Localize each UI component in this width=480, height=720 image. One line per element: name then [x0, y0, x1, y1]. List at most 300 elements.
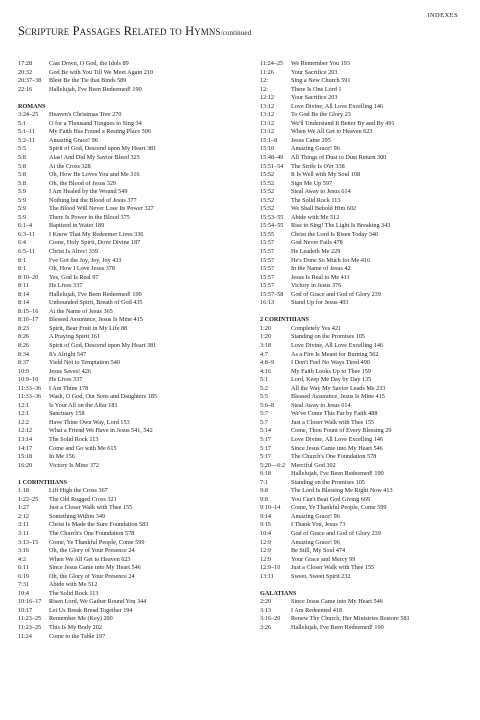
index-entry: [260, 274, 460, 283]
index-entry: [18, 86, 218, 95]
hymn-title-number: Jesus Came 295: [291, 136, 331, 144]
scripture-reference: 15:57: [260, 239, 275, 247]
hymn-title-number: Your Sacrifice 203: [291, 94, 338, 102]
scripture-reference: 3:16–20: [260, 615, 281, 623]
hymn-title-number: Abide with Me 512: [291, 213, 340, 221]
hymn-title-number: Christ the Lord Is Risen Today 340: [291, 230, 379, 238]
index-entry: [18, 77, 218, 86]
index-entry: [260, 69, 460, 78]
index-entry: [18, 445, 218, 454]
index-entry: [18, 521, 218, 530]
index-entry: [260, 504, 460, 513]
scripture-reference: 15:52: [260, 188, 275, 196]
hymn-title-number: Blessed Assurance, Jesus Is Mine 415: [291, 393, 385, 401]
hymn-title-number: All Things of Dust to Dust Return 300: [291, 154, 387, 162]
scripture-reference: 9:8: [260, 487, 268, 495]
hymn-title-number: Jesus Saves! 426: [49, 367, 91, 375]
hymn-title-number: Standing on the Promises 105: [291, 478, 365, 486]
scripture-reference: 13:14: [18, 436, 33, 444]
scripture-reference: 8:14: [18, 299, 30, 307]
hymn-title-number: My Faith Looks Up to Thee 159: [291, 367, 371, 375]
hymn-title-number: Come, Thou Fount of Every Blessing 29: [291, 427, 392, 435]
index-entry: [260, 282, 460, 291]
index-entry: [260, 615, 460, 624]
index-entry: [260, 479, 460, 488]
scripture-reference: 3:13: [260, 606, 272, 614]
hymn-title-number: The Strife Is O'er 338: [291, 162, 345, 170]
scripture-reference: 3:26: [260, 624, 272, 631]
index-entry: [18, 376, 218, 385]
hymn-title-number: Wash, O God, Our Sons and Daughters 185: [49, 393, 157, 401]
hymn-title-number: All the Way My Savior Leads Me 233: [291, 384, 386, 392]
hymn-title-number: Since Jesus Came into My Heart 546: [291, 444, 383, 452]
hymn-title-number: I Am Thine 178: [49, 384, 89, 392]
index-entry: [260, 171, 460, 180]
index-entry: [18, 530, 218, 539]
scripture-reference: 15:57: [260, 273, 275, 281]
index-entry: [260, 453, 460, 462]
hymn-title-number: Love Divine, All Love Excelling 146: [291, 436, 384, 444]
scripture-reference: 5:17: [260, 453, 272, 461]
hymn-title-number: We Remember You 193: [291, 60, 350, 67]
book-heading: ROMANS: [18, 102, 46, 110]
hymn-title-number: When We All Get to Heaven 623: [291, 128, 373, 136]
scripture-reference: 5:1: [18, 119, 26, 127]
hymn-title-number: Standing on the Promises 105: [291, 333, 365, 341]
index-entry: [18, 205, 218, 214]
hymn-title-number: Nothing but the Blood of Jesus 377: [49, 196, 137, 204]
scripture-reference: 15:52: [260, 171, 275, 179]
index-entry: [260, 521, 460, 530]
index-entry: [260, 496, 460, 505]
hymn-title-number: Abide with Me 512: [49, 581, 98, 589]
hymn-title-number: The Blood Will Never Lose Its Power 327: [49, 205, 154, 213]
scripture-reference: 5:8: [18, 153, 26, 161]
index-entry: [18, 598, 218, 607]
hymn-title-number: Spirit of God, Descend upon My Heart 381: [49, 342, 157, 349]
scripture-reference: 5:9: [18, 205, 26, 213]
scripture-reference: 15:1–8: [260, 136, 278, 144]
scripture-reference: 8:11: [18, 282, 29, 290]
index-entry: [18, 581, 218, 590]
scripture-reference: 8:1: [18, 256, 26, 264]
scripture-reference: 6:3–11: [18, 230, 35, 238]
hymn-title-number: Blest Be the Tie that Binds 589: [49, 77, 127, 85]
index-entry: [260, 436, 460, 445]
index-entry: [260, 624, 460, 633]
index-entry: [260, 77, 460, 86]
scripture-reference: 8:26: [18, 333, 30, 341]
index-entry: [260, 607, 460, 616]
index-entry: [18, 248, 218, 257]
scripture-reference: 9:10–14: [260, 504, 281, 512]
scripture-reference: 12:9: [260, 538, 272, 546]
scripture-reference: 5:9: [18, 213, 26, 221]
hymn-title-number: Christ Is Made the Sure Foundation 583: [49, 521, 149, 529]
hymn-title-number: Alas! And Did My Savior Bleed 325: [49, 153, 140, 161]
hymn-title-number: The Solid Rock 113: [49, 589, 99, 597]
scripture-reference: 12:1: [18, 401, 30, 409]
index-entry: [260, 120, 460, 129]
index-entry: [18, 547, 218, 556]
scripture-reference: 15:54–55: [260, 222, 284, 230]
scripture-reference: 5:14: [260, 427, 272, 435]
index-entry: [18, 231, 218, 240]
hymn-title-number: Steal Away to Jesus 614: [291, 401, 351, 409]
scripture-reference: 10:4: [18, 589, 30, 597]
scripture-reference: 15:57: [260, 282, 275, 290]
hymn-title-number: Your Grace and Mercy 99: [291, 555, 356, 563]
hymn-title-number: He's Done So Much for Me 416: [291, 256, 371, 264]
index-entry: [18, 342, 218, 351]
hymn-title-number: Just a Closer Walk with Thee 155: [49, 504, 133, 512]
index-entry: [18, 624, 218, 633]
index-entry: [260, 393, 460, 402]
scripture-reference: 9:8: [260, 495, 268, 503]
scripture-reference: 12:9: [260, 547, 272, 555]
scripture-reference: 5:2–11: [18, 136, 35, 144]
hymn-title-number: My Faith Has Found a Resting Place 506: [49, 128, 151, 136]
index-entry: [260, 385, 460, 394]
hymn-title-number: Sweet, Sweet Spirit 232: [291, 572, 351, 580]
page-title-suffix: /continued: [220, 29, 252, 37]
hymn-title-number: The Old Rugged Cross 321: [49, 495, 117, 503]
index-entry: [260, 197, 460, 206]
index-entry: [18, 60, 218, 69]
index-entry: [260, 427, 460, 436]
scripture-reference: 15:10: [260, 145, 275, 153]
hymn-title-number: Merciful God 302: [291, 461, 336, 469]
index-entry: [18, 69, 218, 78]
scripture-reference: 7:1: [260, 478, 268, 486]
index-entry: [18, 188, 218, 197]
index-entry: [18, 393, 218, 402]
scripture-reference: 5:9: [18, 196, 26, 204]
scripture-reference: 5:5: [18, 145, 26, 153]
scripture-reference: 20:37–38: [18, 77, 42, 85]
scripture-reference: 12:12: [260, 94, 275, 102]
hymn-title-number: This Is My Body 202: [49, 624, 102, 631]
index-entry: [18, 265, 218, 274]
hymn-title-number: A Praying Spirit 161: [49, 333, 101, 341]
scripture-reference: 14:17: [18, 444, 33, 452]
book-heading: 1 CORINTHIANS: [18, 478, 67, 486]
hymn-title-number: Victory in Jesus 376: [291, 282, 342, 290]
hymn-title-number: At the Cross 328: [49, 162, 91, 170]
hymn-title-number: I Don't Feel No Ways Tired 490: [291, 359, 370, 367]
index-entry: [18, 556, 218, 565]
hymn-title-number: Jesus Is Real to Me 411: [291, 273, 350, 281]
index-entry: [260, 564, 460, 573]
scripture-reference: 15:57: [260, 248, 275, 256]
hymn-title-number: Spirit of God, Descend upon My Heart 381: [49, 145, 157, 153]
index-entry: [18, 120, 218, 129]
scripture-reference: 13:12: [260, 102, 275, 110]
hymn-title-number: Unbounded Spirit, Breath of God 435: [49, 299, 143, 307]
hymn-title-number: Love Divine, All Love Excelling 146: [291, 342, 384, 349]
index-entry: [18, 633, 218, 642]
hymn-title-number: Amazing Grace! 96: [291, 512, 340, 520]
scripture-reference: 11:23–25: [18, 624, 42, 631]
index-entry: [18, 427, 218, 436]
hymn-title-number: The Solid Rock 113: [49, 436, 99, 444]
index-entry: [18, 615, 218, 624]
index-entry: [260, 60, 460, 69]
hymn-title-number: Yes, God Is Real 97: [49, 273, 99, 281]
index-entry: [260, 257, 460, 266]
index-entry: [260, 154, 460, 163]
index-entry: [260, 103, 460, 112]
scripture-reference: 6:5–11: [18, 247, 35, 255]
scripture-reference: 5:1–11: [18, 128, 35, 136]
hymn-title-number: It Is Well with My Soul 108: [291, 171, 361, 179]
index-entry: [260, 299, 460, 308]
scripture-reference: 4:16: [260, 367, 272, 375]
scripture-reference: 3:16: [18, 547, 30, 555]
book-heading: 2 CORINTHIANS: [260, 316, 309, 324]
scripture-reference: 1:22–25: [18, 495, 39, 503]
index-entry: [18, 222, 218, 231]
hymn-title-number: Amazing Grace! 96: [291, 145, 340, 153]
hymn-title-number: Sing a New Church 591: [291, 77, 351, 85]
scripture-reference: 15:52: [260, 196, 275, 204]
hymn-title-number: God of Grace and God of Glory 239: [291, 530, 381, 538]
scripture-reference: 15:57–58: [260, 290, 284, 298]
hymn-title-number: Oh, How He Loves You and Me 316: [49, 171, 140, 179]
index-entry: [260, 419, 460, 428]
scripture-reference: 8:10–20: [18, 273, 39, 281]
scripture-reference: 8:1: [18, 265, 26, 273]
scripture-reference: 5:5: [260, 393, 268, 401]
index-entry: [260, 265, 460, 274]
hymn-title-number: There Is Power in the Blood 375: [49, 213, 130, 221]
scripture-reference: 3:11: [18, 529, 29, 537]
index-entry: [260, 145, 460, 154]
index-entry: [18, 590, 218, 599]
index-entry: [18, 180, 218, 189]
scripture-reference: 13:12: [260, 111, 275, 119]
hymn-title-number: Renew Thy Church, Her Ministries Restore 581: [291, 615, 410, 623]
hymn-title-number: Have Thine Own Way, Lord 153: [49, 418, 130, 426]
index-entry: [18, 239, 218, 248]
index-entry: [18, 513, 218, 522]
page-title-text: Scripture Passages Related to Hymns: [18, 24, 221, 38]
scripture-reference: 4:8–9: [260, 359, 275, 367]
hymn-title-number: Spirit, Bear Fruit in My Life 88: [49, 324, 128, 332]
index-entry: [18, 111, 218, 120]
index-entry: [18, 316, 218, 325]
hymn-title-number: I Am Healed by the Wound 549: [49, 188, 128, 196]
index-entry: [18, 410, 218, 419]
scripture-reference: 15:18: [18, 453, 33, 461]
index-entry: [260, 180, 460, 189]
index-entry: [260, 539, 460, 548]
scripture-reference: 1:18: [18, 487, 30, 495]
index-entry: [260, 239, 460, 248]
scripture-reference: 12:1: [18, 410, 30, 418]
hymn-title-number: He Lives 337: [49, 376, 83, 384]
scripture-reference: 6:4: [18, 239, 26, 247]
scripture-reference: 15:53–55: [260, 213, 284, 221]
scripture-reference: 8:14: [18, 290, 30, 298]
index-entry: [18, 163, 218, 172]
index-entry: [260, 214, 460, 223]
scripture-reference: 1:20: [260, 333, 272, 341]
scripture-reference: 6:11: [18, 564, 29, 572]
index-entry: [260, 333, 460, 342]
hymn-title-number: In the Name of Jesus 42: [291, 265, 351, 273]
index-entry: [18, 436, 218, 445]
scripture-reference: 16:13: [260, 299, 275, 307]
hymn-title-number: In Me 156: [49, 453, 75, 461]
scripture-reference: 15:52: [260, 205, 275, 213]
hymn-title-number: There Is One Lord 1: [291, 85, 342, 93]
hymn-title-number: Come, Holy Spirit, Dove Divine 187: [49, 239, 141, 247]
hymn-title-number: God Never Fails 478: [291, 239, 343, 247]
scripture-reference: 20:32: [18, 68, 33, 76]
scripture-reference: 15:48–49: [260, 154, 284, 162]
index-entry: [18, 325, 218, 334]
hymn-title-number: Come, Ye Thankful People, Come 599: [49, 538, 145, 546]
index-entry: [18, 145, 218, 154]
hymn-title-number: Since Jesus Came into My Heart 546: [49, 564, 141, 572]
scripture-reference: 8:15–16: [18, 307, 39, 315]
scripture-reference: 12:: [260, 85, 268, 93]
scripture-reference: 2:12: [18, 512, 30, 520]
index-entry: [18, 539, 218, 548]
hymn-title-number: Lift High the Cross 367: [49, 487, 108, 495]
hymn-title-number: When We All Get to Heaven 623: [49, 555, 131, 563]
hymn-title-number: He Leadeth Me 229: [291, 248, 341, 256]
scripture-reference: 6:1–4: [18, 222, 33, 230]
index-entry: [18, 453, 218, 462]
scripture-reference: 12:12: [18, 427, 33, 435]
scripture-reference: 5:6–8: [260, 401, 275, 409]
scripture-reference: 5:8: [18, 162, 26, 170]
scripture-reference: 3:13–15: [18, 538, 39, 546]
scripture-reference: 10:9–10: [18, 376, 39, 384]
index-entry: [260, 445, 460, 454]
hymn-title-number: I Am Redeemed 418: [291, 606, 343, 614]
index-entry: [18, 359, 218, 368]
index-entry: [260, 470, 460, 479]
hymn-title-number: Remember Me (Key) 200: [49, 615, 113, 623]
hymn-title-number: It's Alright 547: [49, 350, 87, 358]
scripture-reference: 15:52: [260, 179, 275, 187]
scripture-reference: 10:16–17: [18, 598, 42, 606]
index-entry: [18, 368, 218, 377]
hymn-title-number: Heaven's Christmas Tree 270: [49, 111, 122, 119]
scripture-reference: 13:12: [260, 119, 275, 127]
scripture-reference: 8:26: [18, 342, 30, 349]
scripture-reference: 5:7: [260, 410, 268, 418]
scripture-reference: 5:1: [260, 376, 268, 384]
hymn-title-number: O for a Thousand Tongues to Sing 34: [49, 119, 142, 127]
index-entry: [18, 333, 218, 342]
hymn-title-number: Hallelujah, I've Been Redeemed! 190: [291, 624, 384, 631]
index-entry: [18, 419, 218, 428]
hymn-title-number: The Lord Is Blessing Me Right Now 413: [291, 487, 393, 495]
scripture-reference: 11:33–36: [18, 384, 42, 392]
hymn-title-number: Sanctuary 158: [49, 410, 85, 418]
index-entry: [260, 359, 460, 368]
index-entry: [18, 564, 218, 573]
index-entry: [260, 248, 460, 257]
hymn-title-number: Something Within 349: [49, 512, 106, 520]
hymn-title-number: We Shall Behold Him 602: [291, 205, 357, 213]
index-entry: [18, 462, 218, 471]
scripture-reference: 9:15: [260, 521, 272, 529]
hymn-title-number: I Know That My Redeemer Lives 336: [49, 230, 144, 238]
scripture-reference: 13:11: [260, 572, 274, 580]
index-column-left: [18, 60, 218, 641]
scripture-reference: 12:9: [260, 555, 272, 563]
hymn-title-number: I've Got the Joy, Joy, Joy 433: [49, 256, 122, 264]
index-entry: [18, 402, 218, 411]
scripture-reference: 22:16: [18, 85, 33, 93]
index-entry: [18, 299, 218, 308]
hymn-title-number: The Church's One Foundation 578: [291, 453, 377, 461]
hymn-title-number: Christ Is Alive! 339: [49, 247, 98, 255]
hymn-title-number: To God Be the Glory 23: [291, 111, 351, 119]
hymn-title-number: Victory Is Mine 372: [49, 461, 99, 469]
index-entry: [260, 376, 460, 385]
index-entry: [260, 111, 460, 120]
hymn-title-number: Come and Go with Me 615: [49, 444, 117, 452]
scripture-reference: 17:28: [18, 60, 33, 67]
index-entry: [18, 291, 218, 300]
index-entry: [18, 137, 218, 146]
scripture-reference: 8:23: [18, 324, 30, 332]
scripture-reference: 5:8: [18, 171, 26, 179]
hymn-title-number: The Church's One Foundation 578: [49, 529, 135, 537]
index-entry: [18, 385, 218, 394]
scripture-reference: 5:17: [260, 436, 272, 444]
hymn-title-number: Cast Down, O God, the Idols 89: [49, 60, 129, 67]
index-entry: [18, 282, 218, 291]
index-entry: [260, 513, 460, 522]
hymn-title-number: Steal Away to Jesus 614: [291, 188, 351, 196]
scripture-reference: 3:11: [18, 521, 29, 529]
hymn-title-number: Rise to Sing! The Light Is Breaking 343: [291, 222, 391, 230]
hymn-title-number: Just a Closer Walk with Thee 155: [291, 564, 375, 572]
scripture-reference: 16:20: [18, 461, 33, 469]
index-entry: [260, 231, 460, 240]
hymn-title-number: Sign Me Up 597: [291, 179, 333, 187]
index-entry: [18, 197, 218, 206]
scripture-reference: 2:20: [260, 598, 272, 606]
scripture-reference: 1:20: [260, 324, 272, 332]
scripture-reference: 5:2: [260, 384, 268, 392]
index-entry: [260, 462, 460, 471]
scripture-reference: 5:9: [18, 188, 26, 196]
hymn-title-number: Baptized in Water 189: [49, 222, 105, 230]
scripture-reference: 5:7: [260, 418, 268, 426]
hymn-title-number: Blessed Assurance, Jesus Is Mine 415: [49, 316, 143, 324]
hymn-title-number: The Solid Rock 113: [291, 196, 341, 204]
page-title: [18, 24, 251, 39]
index-entry: [18, 607, 218, 616]
index-entry: [260, 410, 460, 419]
scripture-reference: 3:18: [260, 342, 272, 349]
index-entry: [260, 94, 460, 103]
hymn-title-number: I Thank You, Jesus 73: [291, 521, 346, 529]
hymn-title-number: Oh, the Blood of Jesus 329: [49, 179, 117, 187]
index-entry: [260, 351, 460, 360]
hymn-title-number: Your Sacrifice 203: [291, 68, 338, 76]
hymn-title-number: He Lives 337: [49, 282, 83, 290]
scripture-reference: 11:26: [260, 68, 274, 76]
